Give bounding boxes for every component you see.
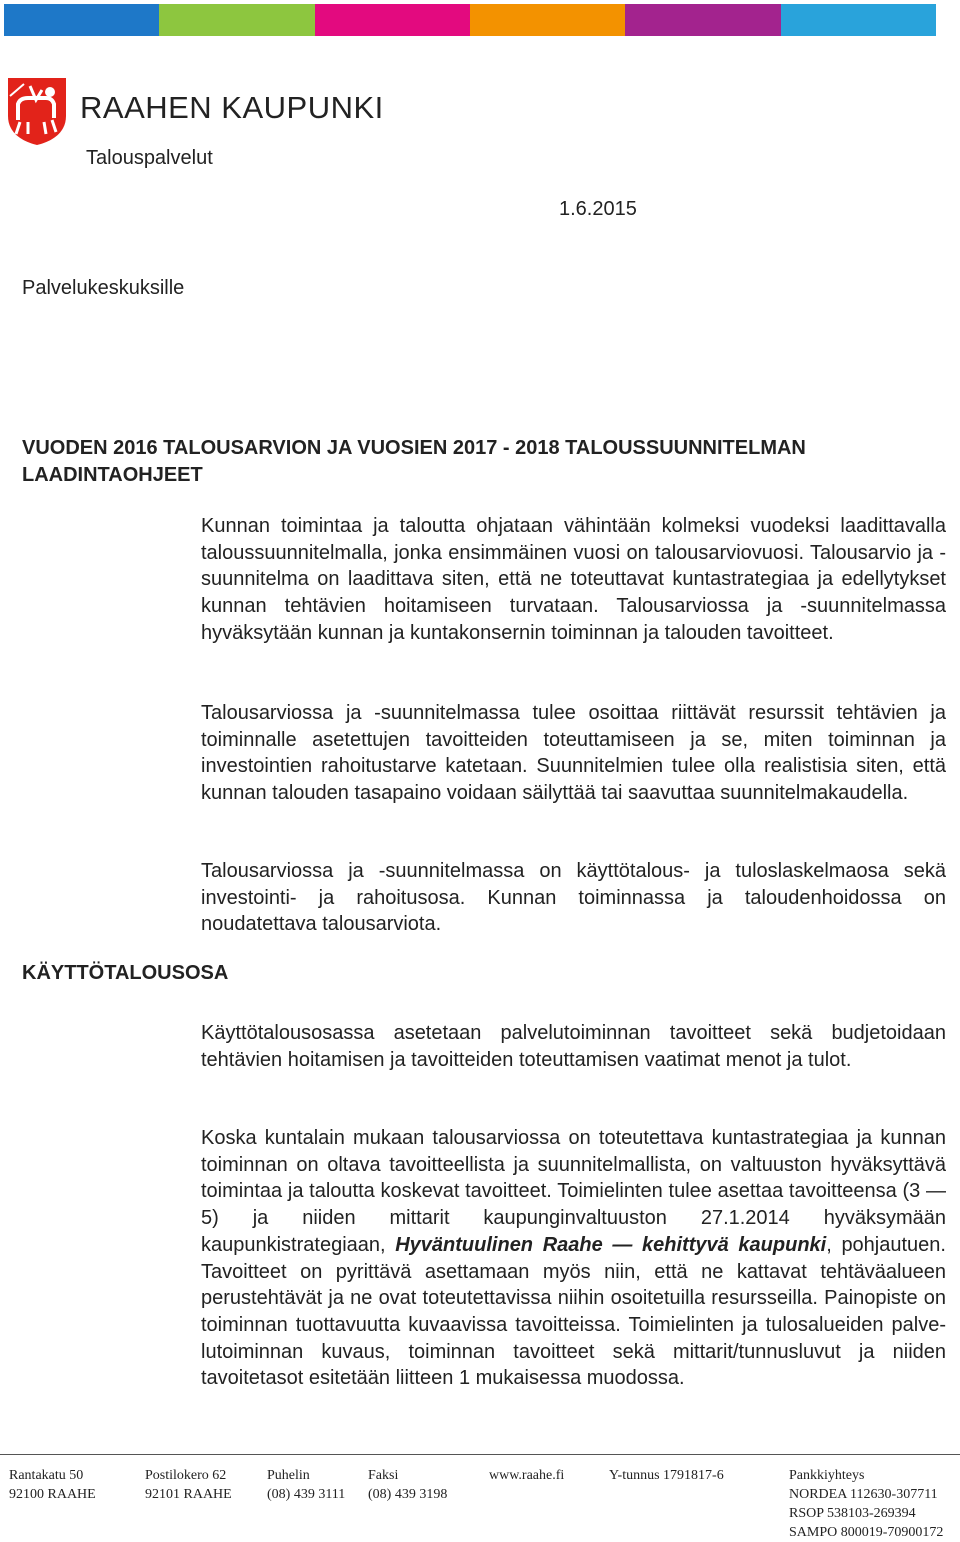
footer-fax-number: (08) 439 3198 <box>368 1487 448 1502</box>
footer-postbox-label: Postilokero 62 <box>145 1468 227 1483</box>
department-name: Talouspalvelut <box>86 147 213 169</box>
paragraph-operating-budget: Käyttötalousosassa asetetaan palvelutoiminnan tavoitteet sekä budjetoidaan tehtävien hoitamisen ja tavoitteiden toteuttamisen vaatimat menot ja tulot. <box>201 1022 946 1071</box>
footer-postbox-code: 92101 RAAHE <box>145 1487 232 1502</box>
organization-name: RAAHEN KAUPUNKI <box>80 90 384 125</box>
footer-street: Rantakatu 50 <box>9 1468 84 1483</box>
footer-business-id <box>609 1466 724 1485</box>
color-bar-segment <box>315 4 470 36</box>
paragraph-resources: Talousarviossa ja -suunnitelmassa tulee osoittaa riittävät resurssit tehtävien ja toiminnalle asetettujen tavoitteiden toteuttamiseen ja se, miten toiminnan ja investointien rahoitustarve katetaan. Suunnitelmien tulee olla realistisia siten, että kunnan talouden tasapaino voidaan säilyttää tai saavuttaa suunnitelmakaudella. <box>201 702 946 805</box>
footer-bank-account: NORDEA 112630-307711 <box>789 1487 938 1502</box>
recipient: Palvelukeskuksille <box>22 277 185 299</box>
footer-fax <box>368 1466 447 1504</box>
footer-postbox <box>145 1466 232 1504</box>
paragraph-objectives-text: Koska kuntalain mukaan talousarviossa on toteutettava kuntastrategiaa ja kunnan toiminnan on oltava tavoitteellista ja suunnitelmallista, on valtuuston hyväksyttävä toimintaa ja taloutta koskevat tavoitteet. Toimielinten tulee asettaa tavoitteensa (3 — 5) ja niiden mittarit kaupunginvaltuuston 27.1.2014 hyväksymään kaupunkistrategiaan, <box>201 1127 946 1256</box>
color-bar-segment <box>781 4 936 36</box>
color-bar-segment <box>470 4 625 36</box>
page-footer <box>0 1454 960 1540</box>
color-bar-segment <box>625 4 780 36</box>
footer-bank-account: RSOP 538103-269394 <box>789 1506 916 1521</box>
footer-address <box>9 1466 96 1504</box>
coat-of-arms-icon <box>6 76 68 146</box>
footer-postcode: 92100 RAAHE <box>9 1487 96 1502</box>
strategy-name: Hyväntuulinen Raahe — kehittyvä kaupunki <box>395 1233 827 1256</box>
footer-phone-label: Puhelin <box>267 1468 310 1483</box>
section-heading: KÄYTTÖTALOUSOSA <box>22 962 229 984</box>
footer-phone-number: (08) 439 3111 <box>267 1487 346 1502</box>
footer-phone <box>267 1466 345 1504</box>
color-bar-segment <box>159 4 314 36</box>
footer-web <box>489 1466 564 1485</box>
footer-bank-account: SAMPO 800019-70900172 <box>789 1525 944 1540</box>
footer-business-id-text: Y-tunnus 1791817-6 <box>609 1468 724 1483</box>
document-title: VUODEN 2016 TALOUSARVION JA VUOSIEN 2017 - 2018 TALOUSSUUNNITELMAN LAADINTAOHJEET <box>22 437 806 486</box>
paragraph-objectives <box>201 1125 946 1392</box>
header-color-bar <box>4 4 936 36</box>
document-date: 1.6.2015 <box>559 198 637 220</box>
paragraph-structure: Talousarviossa ja -suunnitelmassa on käyttötalous- ja tuloslaskelmaosa sekä investointi- ja rahoitusosa. Kunnan toiminnassa ja taloudenhoidossa on noudatettava talousarviota. <box>201 860 946 936</box>
footer-website-link[interactable]: www.raahe.fi <box>489 1468 565 1483</box>
footer-fax-label: Faksi <box>368 1468 399 1483</box>
footer-bank <box>789 1466 943 1542</box>
paragraph-intro: Kunnan toimintaa ja taloutta ohjataan vähintään kolmeksi vuodeksi laadittavalla taloussuunnitelmalla, jonka ensimmäinen vuosi on talousarviovuosi. Talousarvio ja -suunnitelma on laadittava siten, että ne toteuttavat kuntastrategiaa ja edellytykset kunnan tehtävien hoitamiseen turvataan. Talousarviossa ja -suunnitelmassa hyväksytään kunnan ja kuntakonsernin toiminnan ja talouden tavoitteet. <box>201 515 946 644</box>
footer-bank-label: Pankkiyhteys <box>789 1468 865 1483</box>
paragraph-objectives-text-end: , pohjautuen. Tavoitteet on pyrittävä asettamaan myös niin, että ne kattavat tehtäväalueen perustehtävät ja ne ovat toteutettavissa niihin osoitetuilla resursseilla. Painopiste on toiminnan tuottavuutta kuvaavissa tavoitteissa. Toimielinten ja tulosalueiden palvelutoiminnan kuvaus, toiminnan tavoitteet sekä mittarit/tunnusluvut ja niiden tavoitetasot esitetään liitteen 1 mukaisessa muodossa. <box>201 1233 946 1390</box>
color-bar-segment <box>4 4 159 36</box>
